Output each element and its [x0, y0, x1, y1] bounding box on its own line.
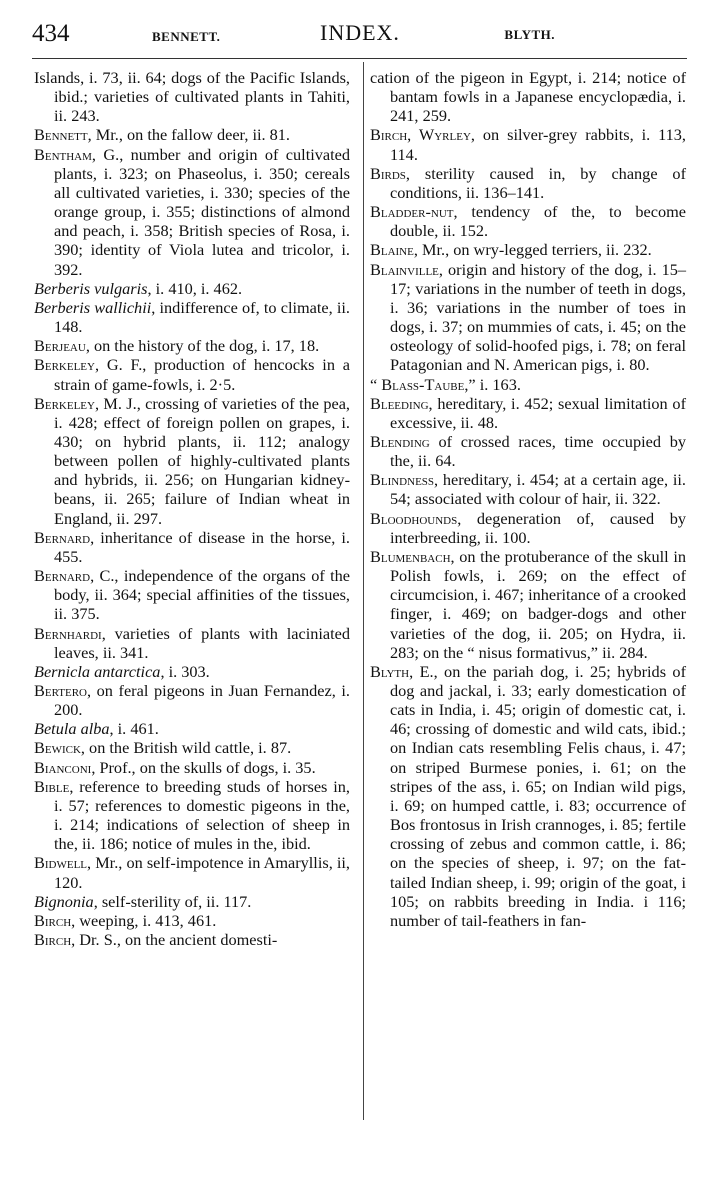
header-rule [32, 58, 687, 59]
index-entry: Bloodhounds, degeneration of, caused by interbreeding, ii. 100. [370, 508, 686, 547]
index-entry: Bertero, on feral pigeons in Juan Fernandez, i. 200. [34, 681, 350, 720]
index-entry: Birch, weeping, i. 413, 461. [34, 910, 217, 930]
index-entry: Berberis vulgaris, i. 410, i. 462. [34, 278, 243, 298]
index-entry: Bible, reference to breeding studs of horses in, i. 57; references to domestic pigeons in the, i. 214; indications of selection of sheep in the, ii. 186; notice of mules in the, ibid. [34, 776, 350, 854]
page-number: 434 [32, 20, 70, 47]
index-entry: “ Blass-Taube,” i. 163. [370, 374, 521, 394]
index-entry: Bladder-nut, tendency of the, to become double, ii. 152. [370, 202, 686, 241]
index-entry: Blindness, hereditary, i. 454; at a certain age, ii. 54; associated with colour of hair, ii. 322. [370, 470, 686, 509]
index-entry: cation of the pigeon in Egypt, i. 214; notice of bantam fowls in a Japanese encyclopædia, i. 241, 259. [370, 68, 686, 126]
index-entry: Blumenbach, on the protuberance of the skull in Polish fowls, i. 269; on the effect of circumcision, i. 467; inheritance of a crooked finger, i. 469; on badger-dogs and other varieties of the dog, ii. 205; on Hydra, ii. 283; on the “ nisus formativus,” ii. 284. [370, 546, 686, 662]
index-entry: Blaine, Mr., on wry-legged terriers, ii. 232. [370, 240, 652, 260]
index-entry: Berjeau, on the history of the dog, i. 17, 18. [34, 336, 320, 356]
index-entry: Bernard, C., independence of the organs of the body, ii. 364; special affinities of the tissues, ii. 375. [34, 566, 350, 624]
index-entry: Blainville, origin and history of the dog, i. 15–17; variations in the number of teeth in dogs, i. 36; variations in the number of toes in dogs, i. 37; on mummies of cats, i. 45; on the osteology of solid-hoofed pigs, i. 78; on feral Patagonian and N. American pigs, i. 80. [370, 259, 686, 375]
index-entry: Berkeley, M. J., crossing of varieties of the pea, i. 428; effect of foreign pollen on grapes, i. 430; on hybrid plants, ii. 112; analogy between pollen of highly-cultivated plants and hybrids, ii. 256; on Hungarian kidney-beans, ii. 265; failure of Indian wheat in England, ii. 297. [34, 393, 350, 528]
index-entry: Bewick, on the British wild cattle, i. 87. [34, 738, 292, 758]
index-entry: Berkeley, G. F., production of hencocks in a strain of game-fowls, i. 2·5. [34, 355, 350, 394]
index-entry: Birch, Dr. S., on the ancient domesti- [34, 930, 278, 950]
index-entry: Bernhardi, varieties of plants with laciniated leaves, ii. 341. [34, 623, 350, 662]
index-entry: Birch, Wyrley, on silver-grey rabbits, i. 113, 114. [370, 125, 686, 164]
index-entry: Bleeding, hereditary, i. 452; sexual limitation of excessive, ii. 48. [370, 393, 686, 432]
index-entry: Islands, i. 73, ii. 64; dogs of the Pacific Islands, ibid.; varieties of cultivated plants in Tahiti, ii. 243. [34, 68, 350, 126]
index-entry: Bennett, Mr., on the fallow deer, ii. 81. [34, 125, 290, 145]
index-entry: Blending of crossed races, time occupied by the, ii. 64. [370, 431, 686, 471]
index-entry: Betula alba, i. 461. [34, 719, 159, 739]
left-running-head: BENNETT. [152, 29, 221, 44]
index-entry: Bignonia, self-sterility of, ii. 117. [34, 891, 252, 911]
index-entry: Bernicla antarctica, i. 303. [34, 661, 210, 681]
column-divider [363, 62, 364, 1120]
center-title: INDEX. [320, 20, 400, 45]
right-column [370, 68, 686, 930]
index-entry: Bernard, inheritance of disease in the horse, i. 455. [34, 527, 350, 566]
index-entry: Bianconi, Prof., on the skulls of dogs, i. 35. [34, 757, 316, 777]
index-entry: Blyth, E., on the pariah dog, i. 25; hybrids of dog and jackal, i. 33; early domestication of cats in India, i. 45; origin of domestic cat, i. 46; crossing of domestic and wild cats, ibid.; on Indian cats resembling Felis chaus, i. 47; on striped Burmese ponies, i. 61; on the stripes of the ass, i. 65; on Indian wild pigs, i. 69; on humped cattle, i. 83; occurrence of Bos frontosus in Irish crannoges, i. 85; fertile crossing of zebus and common cattle, i. 86; on the species of sheep, i. 97; on the fat-tailed Indian sheep, i. 99; origin of the goat, i 105; on rabbits breeding in India. i 116; number of tail-feathers in fan- [370, 661, 686, 930]
index-entry: Bentham, G., number and origin of cultivated plants, i. 323; on Phaseolus, i. 350; cereals all cultivated varieties, i. 330; species of the orange group, i. 355; distinctions of almond and peach, i. 358; British species of Rosa, i. 390; identity of Viola lutea and tricolor, i. 392. [34, 144, 350, 279]
page-header [32, 20, 687, 50]
index-entry: Bidwell, Mr., on self-impotence in Amaryllis, ii, 120. [34, 853, 350, 892]
index-entry: Birds, sterility caused in, by change of conditions, ii. 136–141. [370, 163, 686, 202]
left-column [34, 68, 350, 949]
index-entry: Berberis wallichii, indifference of, to climate, ii. 148. [34, 297, 351, 337]
right-running-head: BLYTH. [504, 27, 555, 42]
